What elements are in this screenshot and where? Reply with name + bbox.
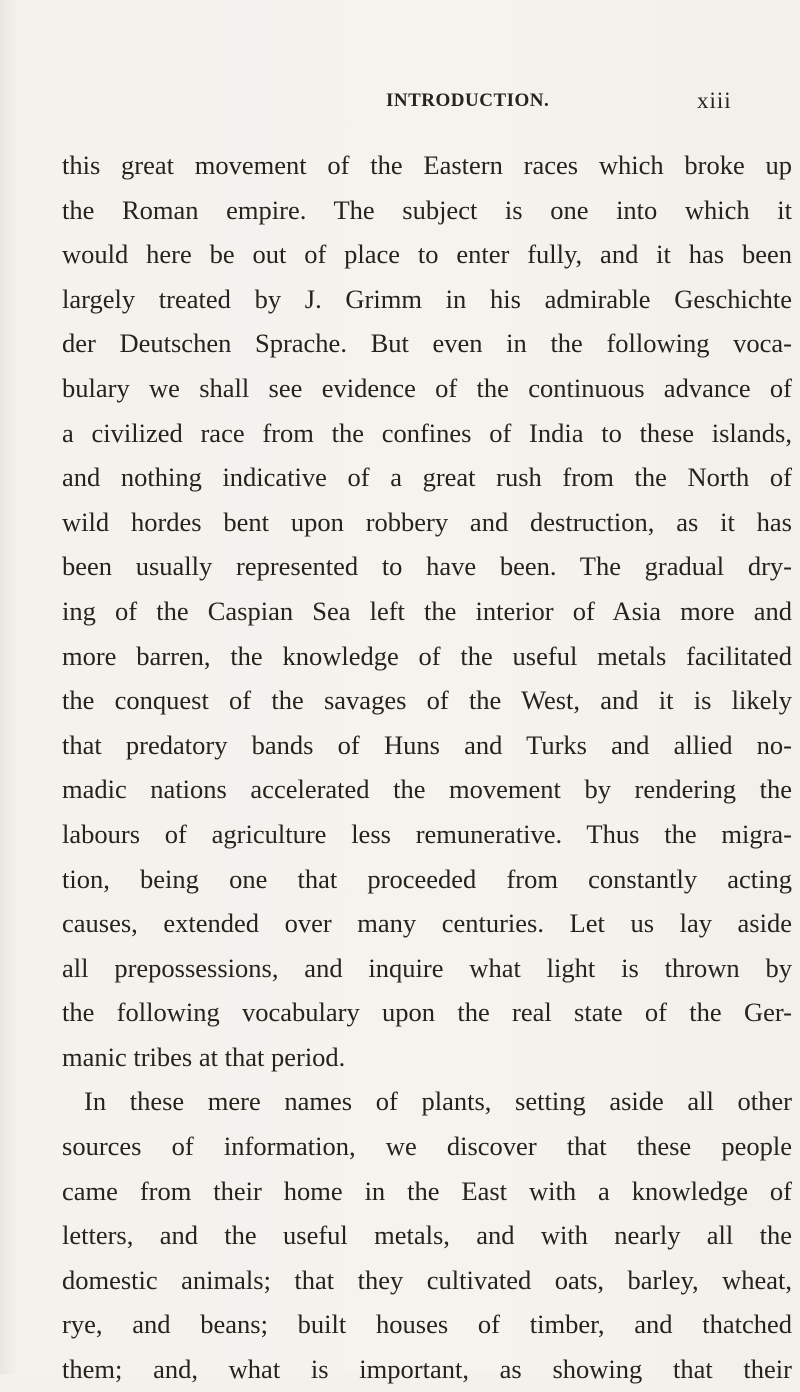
text-line: letters, and the useful metals, and with nearly all the xyxy=(62,1220,792,1251)
text-line: more barren, the knowledge of the useful metals facilitated xyxy=(62,640,792,671)
body-text xyxy=(62,143,792,1392)
text-line: the following vocabulary upon the real state of the Ger- xyxy=(62,997,792,1028)
text-line: the conquest of the savages of the West, and it is likely xyxy=(62,685,792,716)
text-line: wild hordes bent upon robbery and destruction, as it has xyxy=(62,506,792,537)
running-head: INTRODUCTION. xyxy=(386,90,550,111)
text-line: der Deutschen Sprache. But even in the following voca- xyxy=(62,328,792,359)
paragraph-start-line: In these mere names of plants, setting aside all other xyxy=(84,1086,792,1117)
text-line: sources of information, we discover that these people xyxy=(62,1131,792,1162)
text-line: and nothing indicative of a great rush from the North of xyxy=(62,462,792,493)
text-line: all prepossessions, and inquire what light is thrown by xyxy=(62,952,792,983)
text-line: them; and, what is important, as showing that their xyxy=(62,1354,792,1385)
text-line: rye, and beans; built houses of timber, and thatched xyxy=(62,1309,792,1340)
text-line: the Roman empire. The subject is one into which it xyxy=(62,194,792,225)
text-line: labours of agriculture less remunerative. Thus the migra- xyxy=(62,818,792,849)
text-line: bulary we shall see evidence of the continuous advance of xyxy=(62,372,792,403)
text-line: a civilized race from the confines of India to these islands, xyxy=(62,417,792,448)
text-line: tion, being one that proceeded from constantly acting xyxy=(62,863,792,894)
text-line: been usually represented to have been. The gradual dry- xyxy=(62,551,792,582)
text-line: domestic animals; that they cultivated oats, barley, wheat, xyxy=(62,1264,792,1295)
text-line: causes, extended over many centuries. Let us lay aside xyxy=(62,908,792,939)
paragraph-end-line: manic tribes at that period. xyxy=(62,1041,346,1072)
text-line: largely treated by J. Grimm in his admirable Geschichte xyxy=(62,283,792,314)
text-line: came from their home in the East with a knowledge of xyxy=(62,1175,792,1206)
text-line: that predatory bands of Huns and Turks and allied no- xyxy=(62,729,792,760)
page-number: xiii xyxy=(697,88,732,113)
text-line: this great movement of the Eastern races which broke up xyxy=(62,150,792,180)
page-header xyxy=(0,88,800,128)
text-line: ing of the Caspian Sea left the interior of Asia more and xyxy=(62,595,792,626)
text-line: madic nations accelerated the movement by rendering the xyxy=(62,774,792,805)
text-line: would here be out of place to enter fully, and it has been xyxy=(62,239,792,270)
